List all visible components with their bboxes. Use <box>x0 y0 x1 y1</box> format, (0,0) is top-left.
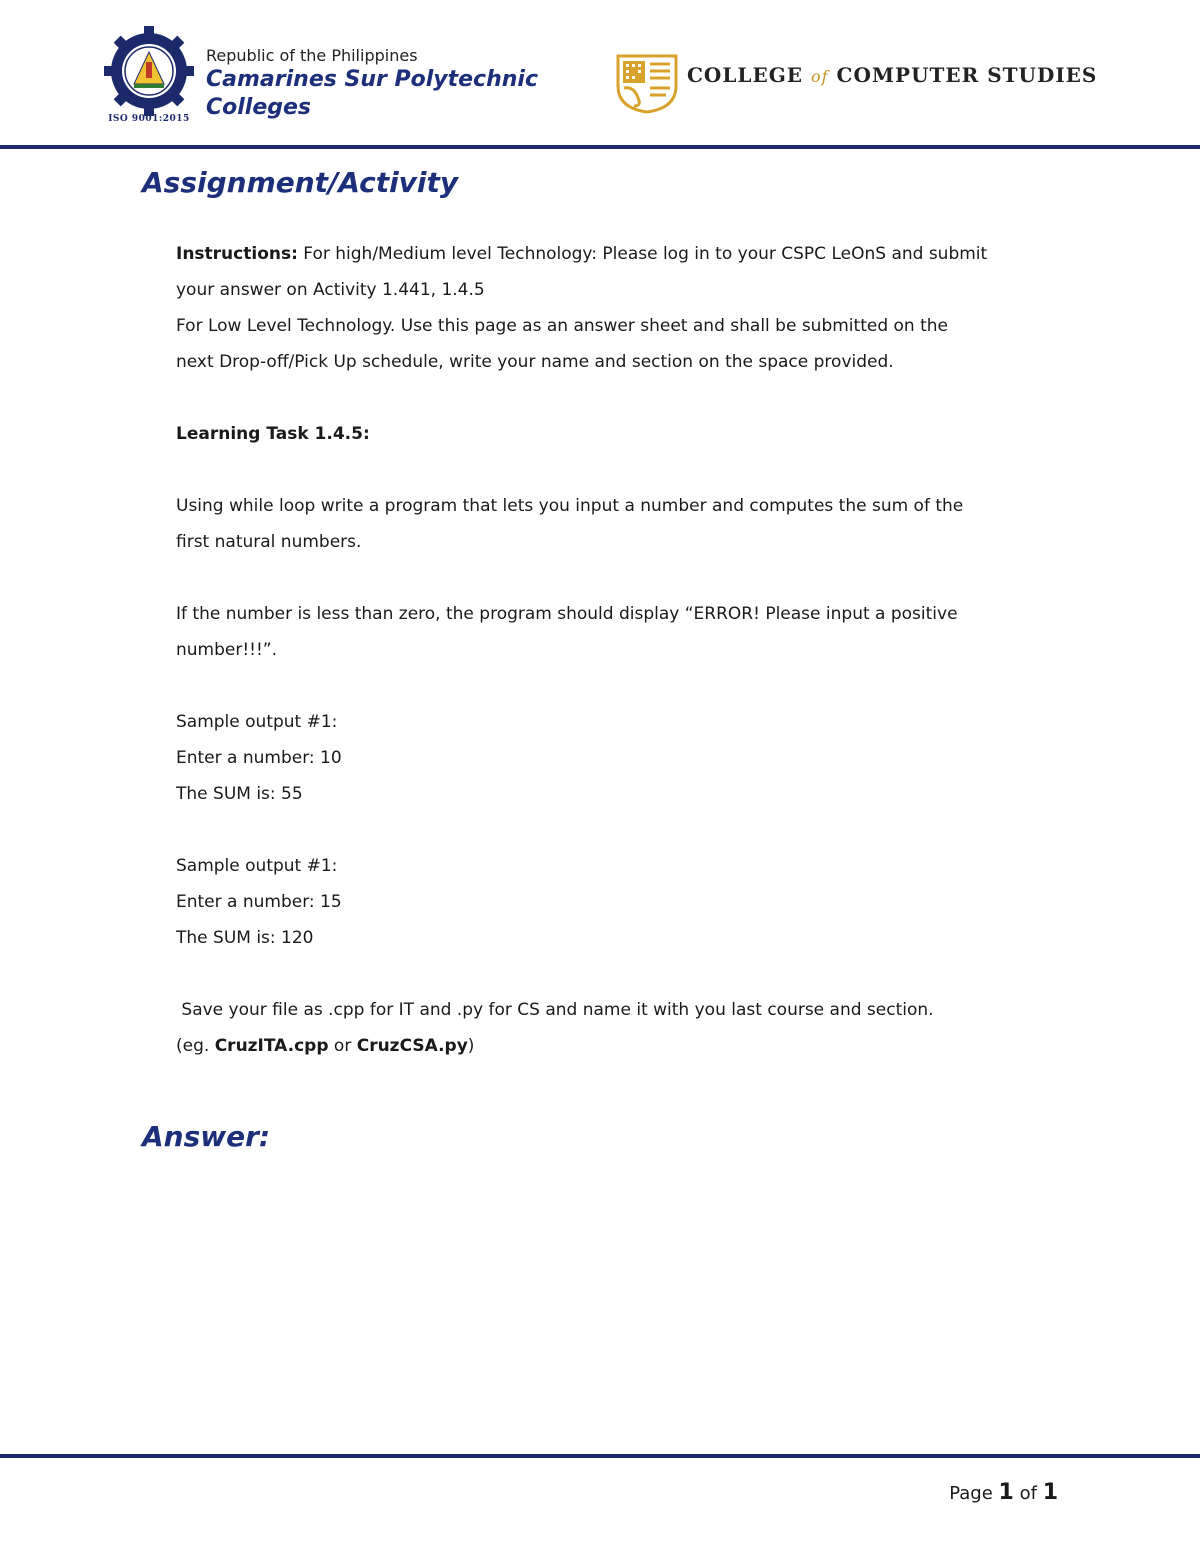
sample-2-input: Enter a number: 15 <box>176 892 342 912</box>
page-number <box>949 1480 1058 1505</box>
learning-task-label <box>176 416 1076 452</box>
instructions-line-2: your answer on Activity 1.441, 1.4.5 <box>176 280 485 300</box>
school-block <box>206 46 586 122</box>
save-note-text: Save your file as .cpp for IT and .py for CS and name it with you last course and section. <box>181 1000 934 1020</box>
sample-1-heading: Sample output #1: <box>176 712 338 732</box>
instructions-line-3: For Low Level Technology. Use this page as an answer sheet and shall be submitted on the <box>176 316 948 336</box>
college-title-pre: COLLEGE <box>687 63 804 87</box>
current-page: 1 <box>998 1480 1014 1505</box>
instructions-line-1 <box>176 236 1076 272</box>
page-header <box>0 0 1200 150</box>
task-paragraph-2-line-2: number!!!”. <box>176 640 278 660</box>
save-note-eg-suffix: ) <box>467 1036 475 1056</box>
ccs-shield-logo-icon <box>614 52 680 114</box>
iso-certification-text: ISO 9001:2015 <box>108 114 190 124</box>
sample-2-heading: Sample output #1: <box>176 856 338 876</box>
republic-text: Republic of the Philippines <box>206 46 418 65</box>
save-note-line-2 <box>176 1028 1076 1064</box>
college-title-of: of <box>811 67 829 86</box>
footer-divider <box>0 1454 1200 1458</box>
school-name: Camarines Sur Polytechnic Colleges <box>206 67 539 120</box>
total-pages: 1 <box>1042 1480 1058 1505</box>
instructions-line-4: next Drop-off/Pick Up schedule, write your name and section on the space provided. <box>176 352 894 372</box>
task-paragraph-1-line-2: first natural numbers. <box>176 532 362 552</box>
task-paragraph-1-line-1: Using while loop write a program that lets you input a number and computes the sum of the <box>176 496 964 516</box>
example-filename-cpp: CruzITA.cpp <box>214 1036 329 1056</box>
page-title: Assignment/Activity <box>142 166 459 199</box>
college-title-post: COMPUTER STUDIES <box>836 63 1098 87</box>
answer-title: Answer: <box>142 1120 271 1153</box>
task-paragraph-2-line-1: If the number is less than zero, the program should display “ERROR! Please input a positive <box>176 604 958 624</box>
document-body <box>176 236 1076 1064</box>
gear-seal-icon <box>104 26 194 116</box>
save-note-line-1 <box>176 992 1076 1028</box>
sample-1-result: The SUM is: 55 <box>176 784 303 804</box>
cspc-seal-logo <box>104 26 194 130</box>
sample-2-result: The SUM is: 120 <box>176 928 314 948</box>
learning-task-heading: Learning Task 1.4.5: <box>176 424 370 444</box>
instructions-label: Instructions: <box>176 244 298 264</box>
sample-1-input: Enter a number: 10 <box>176 748 342 768</box>
header-divider <box>0 145 1200 149</box>
instructions-text-1: For high/Medium level Technology: Please log in to your CSPC LeOnS and submit <box>303 244 988 264</box>
example-filename-py: CruzCSA.py <box>356 1036 468 1056</box>
college-title <box>687 63 1097 87</box>
save-note-or: or <box>328 1036 357 1056</box>
page-word: Page <box>949 1483 993 1504</box>
of-word: of <box>1019 1483 1037 1504</box>
save-note-eg-prefix: (eg. <box>176 1036 215 1056</box>
